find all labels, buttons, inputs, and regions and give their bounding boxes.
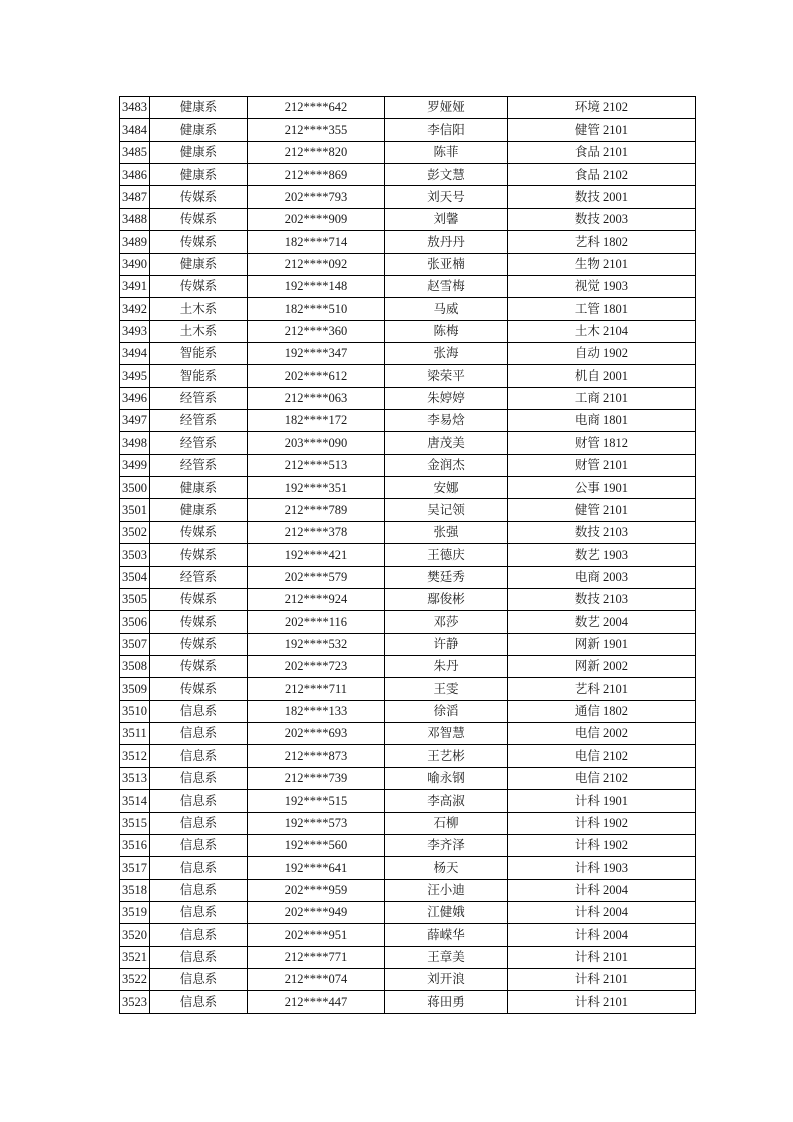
department-cell: 信息系 bbox=[150, 991, 248, 1013]
table-row bbox=[120, 879, 696, 901]
student-id-cell: 202****951 bbox=[248, 924, 385, 946]
name-cell: 樊廷秀 bbox=[385, 566, 508, 588]
class-cell: 数技 2003 bbox=[508, 208, 696, 230]
student-id-cell: 192****641 bbox=[248, 857, 385, 879]
table-row bbox=[120, 141, 696, 163]
table-row bbox=[120, 790, 696, 812]
class-cell: 数艺 2004 bbox=[508, 611, 696, 633]
table-row bbox=[120, 901, 696, 923]
row-number-cell: 3492 bbox=[120, 298, 150, 320]
department-cell: 土木系 bbox=[150, 298, 248, 320]
student-id-cell: 202****116 bbox=[248, 611, 385, 633]
department-cell: 传媒系 bbox=[150, 521, 248, 543]
table-row bbox=[120, 164, 696, 186]
student-id-cell: 202****909 bbox=[248, 208, 385, 230]
student-id-cell: 212****355 bbox=[248, 119, 385, 141]
name-cell: 张强 bbox=[385, 521, 508, 543]
name-cell: 薛嵘华 bbox=[385, 924, 508, 946]
name-cell: 李信阳 bbox=[385, 119, 508, 141]
row-number-cell: 3497 bbox=[120, 410, 150, 432]
row-number-cell: 3520 bbox=[120, 924, 150, 946]
name-cell: 张亚楠 bbox=[385, 253, 508, 275]
department-cell: 信息系 bbox=[150, 857, 248, 879]
student-id-cell: 212****074 bbox=[248, 969, 385, 991]
table-row bbox=[120, 767, 696, 789]
name-cell: 许静 bbox=[385, 633, 508, 655]
records-table-body bbox=[120, 97, 696, 1014]
row-number-cell: 3501 bbox=[120, 499, 150, 521]
table-row bbox=[120, 410, 696, 432]
row-number-cell: 3518 bbox=[120, 879, 150, 901]
student-id-cell: 192****573 bbox=[248, 812, 385, 834]
student-id-cell: 202****612 bbox=[248, 365, 385, 387]
name-cell: 徐滔 bbox=[385, 700, 508, 722]
table-row bbox=[120, 924, 696, 946]
name-cell: 张海 bbox=[385, 342, 508, 364]
class-cell: 通信 1802 bbox=[508, 700, 696, 722]
student-id-cell: 192****515 bbox=[248, 790, 385, 812]
student-id-cell: 212****063 bbox=[248, 387, 385, 409]
class-cell: 食品 2101 bbox=[508, 141, 696, 163]
student-records-table bbox=[119, 96, 696, 1014]
class-cell: 数艺 1903 bbox=[508, 544, 696, 566]
class-cell: 计科 2004 bbox=[508, 879, 696, 901]
table-row bbox=[120, 521, 696, 543]
table-row bbox=[120, 298, 696, 320]
department-cell: 经管系 bbox=[150, 566, 248, 588]
class-cell: 工管 1801 bbox=[508, 298, 696, 320]
table-row bbox=[120, 253, 696, 275]
department-cell: 传媒系 bbox=[150, 544, 248, 566]
name-cell: 喻永钢 bbox=[385, 767, 508, 789]
row-number-cell: 3511 bbox=[120, 723, 150, 745]
table-row bbox=[120, 477, 696, 499]
class-cell: 计科 2101 bbox=[508, 969, 696, 991]
table-row bbox=[120, 432, 696, 454]
class-cell: 食品 2102 bbox=[508, 164, 696, 186]
class-cell: 数技 2001 bbox=[508, 186, 696, 208]
department-cell: 传媒系 bbox=[150, 633, 248, 655]
class-cell: 电信 2102 bbox=[508, 767, 696, 789]
department-cell: 传媒系 bbox=[150, 208, 248, 230]
table-row bbox=[120, 633, 696, 655]
class-cell: 艺科 1802 bbox=[508, 231, 696, 253]
row-number-cell: 3509 bbox=[120, 678, 150, 700]
department-cell: 信息系 bbox=[150, 812, 248, 834]
row-number-cell: 3493 bbox=[120, 320, 150, 342]
student-id-cell: 202****959 bbox=[248, 879, 385, 901]
department-cell: 传媒系 bbox=[150, 588, 248, 610]
row-number-cell: 3510 bbox=[120, 700, 150, 722]
table-row bbox=[120, 365, 696, 387]
row-number-cell: 3485 bbox=[120, 141, 150, 163]
class-cell: 艺科 2101 bbox=[508, 678, 696, 700]
name-cell: 王德庆 bbox=[385, 544, 508, 566]
name-cell: 刘馨 bbox=[385, 208, 508, 230]
row-number-cell: 3491 bbox=[120, 275, 150, 297]
student-id-cell: 182****510 bbox=[248, 298, 385, 320]
row-number-cell: 3515 bbox=[120, 812, 150, 834]
class-cell: 计科 2004 bbox=[508, 901, 696, 923]
class-cell: 电信 2002 bbox=[508, 723, 696, 745]
class-cell: 计科 1903 bbox=[508, 857, 696, 879]
class-cell: 机自 2001 bbox=[508, 365, 696, 387]
student-id-cell: 212****513 bbox=[248, 454, 385, 476]
class-cell: 健管 2101 bbox=[508, 499, 696, 521]
student-id-cell: 182****172 bbox=[248, 410, 385, 432]
student-id-cell: 192****532 bbox=[248, 633, 385, 655]
student-id-cell: 192****347 bbox=[248, 342, 385, 364]
student-id-cell: 192****351 bbox=[248, 477, 385, 499]
student-id-cell: 202****723 bbox=[248, 655, 385, 677]
student-id-cell: 192****148 bbox=[248, 275, 385, 297]
row-number-cell: 3494 bbox=[120, 342, 150, 364]
class-cell: 计科 1902 bbox=[508, 834, 696, 856]
department-cell: 智能系 bbox=[150, 365, 248, 387]
table-row bbox=[120, 812, 696, 834]
table-row bbox=[120, 857, 696, 879]
name-cell: 唐茂美 bbox=[385, 432, 508, 454]
row-number-cell: 3484 bbox=[120, 119, 150, 141]
row-number-cell: 3502 bbox=[120, 521, 150, 543]
department-cell: 经管系 bbox=[150, 454, 248, 476]
class-cell: 电商 1801 bbox=[508, 410, 696, 432]
table-row bbox=[120, 946, 696, 968]
name-cell: 金润杰 bbox=[385, 454, 508, 476]
class-cell: 数技 2103 bbox=[508, 521, 696, 543]
row-number-cell: 3490 bbox=[120, 253, 150, 275]
name-cell: 安娜 bbox=[385, 477, 508, 499]
name-cell: 朱婷婷 bbox=[385, 387, 508, 409]
student-id-cell: 182****133 bbox=[248, 700, 385, 722]
department-cell: 信息系 bbox=[150, 946, 248, 968]
department-cell: 传媒系 bbox=[150, 186, 248, 208]
department-cell: 信息系 bbox=[150, 767, 248, 789]
student-id-cell: 192****560 bbox=[248, 834, 385, 856]
table-row bbox=[120, 97, 696, 119]
table-row bbox=[120, 387, 696, 409]
row-number-cell: 3503 bbox=[120, 544, 150, 566]
student-id-cell: 212****447 bbox=[248, 991, 385, 1013]
table-row bbox=[120, 275, 696, 297]
department-cell: 健康系 bbox=[150, 141, 248, 163]
department-cell: 传媒系 bbox=[150, 611, 248, 633]
class-cell: 网新 1901 bbox=[508, 633, 696, 655]
row-number-cell: 3483 bbox=[120, 97, 150, 119]
student-id-cell: 212****378 bbox=[248, 521, 385, 543]
row-number-cell: 3506 bbox=[120, 611, 150, 633]
table-row bbox=[120, 991, 696, 1013]
name-cell: 邓莎 bbox=[385, 611, 508, 633]
name-cell: 马威 bbox=[385, 298, 508, 320]
table-row bbox=[120, 499, 696, 521]
row-number-cell: 3495 bbox=[120, 365, 150, 387]
student-id-cell: 212****642 bbox=[248, 97, 385, 119]
department-cell: 信息系 bbox=[150, 834, 248, 856]
table-row bbox=[120, 723, 696, 745]
class-cell: 计科 2101 bbox=[508, 991, 696, 1013]
student-id-cell: 202****793 bbox=[248, 186, 385, 208]
student-id-cell: 192****421 bbox=[248, 544, 385, 566]
department-cell: 土木系 bbox=[150, 320, 248, 342]
class-cell: 计科 2004 bbox=[508, 924, 696, 946]
department-cell: 信息系 bbox=[150, 924, 248, 946]
class-cell: 数技 2103 bbox=[508, 588, 696, 610]
row-number-cell: 3517 bbox=[120, 857, 150, 879]
name-cell: 蒋田勇 bbox=[385, 991, 508, 1013]
table-row bbox=[120, 678, 696, 700]
student-id-cell: 212****771 bbox=[248, 946, 385, 968]
class-cell: 视觉 1903 bbox=[508, 275, 696, 297]
student-id-cell: 212****869 bbox=[248, 164, 385, 186]
name-cell: 刘天号 bbox=[385, 186, 508, 208]
table-row bbox=[120, 611, 696, 633]
name-cell: 赵雪梅 bbox=[385, 275, 508, 297]
row-number-cell: 3487 bbox=[120, 186, 150, 208]
class-cell: 健管 2101 bbox=[508, 119, 696, 141]
table-row bbox=[120, 655, 696, 677]
student-id-cell: 202****693 bbox=[248, 723, 385, 745]
name-cell: 梁荣平 bbox=[385, 365, 508, 387]
student-id-cell: 212****739 bbox=[248, 767, 385, 789]
department-cell: 信息系 bbox=[150, 901, 248, 923]
student-id-cell: 202****949 bbox=[248, 901, 385, 923]
name-cell: 王艺彬 bbox=[385, 745, 508, 767]
name-cell: 敖丹丹 bbox=[385, 231, 508, 253]
row-number-cell: 3508 bbox=[120, 655, 150, 677]
row-number-cell: 3507 bbox=[120, 633, 150, 655]
row-number-cell: 3504 bbox=[120, 566, 150, 588]
row-number-cell: 3519 bbox=[120, 901, 150, 923]
table-row bbox=[120, 320, 696, 342]
department-cell: 信息系 bbox=[150, 700, 248, 722]
name-cell: 陈梅 bbox=[385, 320, 508, 342]
row-number-cell: 3496 bbox=[120, 387, 150, 409]
table-row bbox=[120, 119, 696, 141]
student-id-cell: 212****360 bbox=[248, 320, 385, 342]
row-number-cell: 3488 bbox=[120, 208, 150, 230]
table-row bbox=[120, 454, 696, 476]
class-cell: 网新 2002 bbox=[508, 655, 696, 677]
name-cell: 李易焓 bbox=[385, 410, 508, 432]
student-id-cell: 212****789 bbox=[248, 499, 385, 521]
row-number-cell: 3516 bbox=[120, 834, 150, 856]
class-cell: 生物 2101 bbox=[508, 253, 696, 275]
row-number-cell: 3522 bbox=[120, 969, 150, 991]
department-cell: 信息系 bbox=[150, 790, 248, 812]
department-cell: 经管系 bbox=[150, 432, 248, 454]
name-cell: 邓智慧 bbox=[385, 723, 508, 745]
student-id-cell: 203****090 bbox=[248, 432, 385, 454]
department-cell: 传媒系 bbox=[150, 231, 248, 253]
department-cell: 健康系 bbox=[150, 499, 248, 521]
student-id-cell: 212****092 bbox=[248, 253, 385, 275]
class-cell: 公事 1901 bbox=[508, 477, 696, 499]
table-row bbox=[120, 834, 696, 856]
student-id-cell: 212****873 bbox=[248, 745, 385, 767]
department-cell: 信息系 bbox=[150, 745, 248, 767]
table-row bbox=[120, 588, 696, 610]
row-number-cell: 3521 bbox=[120, 946, 150, 968]
name-cell: 吴记领 bbox=[385, 499, 508, 521]
department-cell: 智能系 bbox=[150, 342, 248, 364]
department-cell: 健康系 bbox=[150, 253, 248, 275]
department-cell: 传媒系 bbox=[150, 275, 248, 297]
department-cell: 健康系 bbox=[150, 97, 248, 119]
class-cell: 财管 2101 bbox=[508, 454, 696, 476]
table-row bbox=[120, 969, 696, 991]
name-cell: 李齐泽 bbox=[385, 834, 508, 856]
name-cell: 王章美 bbox=[385, 946, 508, 968]
table-row bbox=[120, 186, 696, 208]
department-cell: 传媒系 bbox=[150, 678, 248, 700]
department-cell: 经管系 bbox=[150, 410, 248, 432]
class-cell: 电信 2102 bbox=[508, 745, 696, 767]
student-id-cell: 212****711 bbox=[248, 678, 385, 700]
table-row bbox=[120, 231, 696, 253]
student-id-cell: 202****579 bbox=[248, 566, 385, 588]
name-cell: 朱丹 bbox=[385, 655, 508, 677]
name-cell: 石柳 bbox=[385, 812, 508, 834]
table-row bbox=[120, 544, 696, 566]
row-number-cell: 3489 bbox=[120, 231, 150, 253]
department-cell: 健康系 bbox=[150, 477, 248, 499]
student-id-cell: 212****924 bbox=[248, 588, 385, 610]
class-cell: 财管 1812 bbox=[508, 432, 696, 454]
row-number-cell: 3523 bbox=[120, 991, 150, 1013]
class-cell: 工商 2101 bbox=[508, 387, 696, 409]
student-id-cell: 182****714 bbox=[248, 231, 385, 253]
row-number-cell: 3512 bbox=[120, 745, 150, 767]
department-cell: 传媒系 bbox=[150, 655, 248, 677]
table-row bbox=[120, 566, 696, 588]
class-cell: 计科 2101 bbox=[508, 946, 696, 968]
department-cell: 经管系 bbox=[150, 387, 248, 409]
class-cell: 电商 2003 bbox=[508, 566, 696, 588]
name-cell: 江健娥 bbox=[385, 901, 508, 923]
name-cell: 彭文慧 bbox=[385, 164, 508, 186]
class-cell: 环境 2102 bbox=[508, 97, 696, 119]
name-cell: 刘开浪 bbox=[385, 969, 508, 991]
row-number-cell: 3505 bbox=[120, 588, 150, 610]
row-number-cell: 3500 bbox=[120, 477, 150, 499]
class-cell: 土木 2104 bbox=[508, 320, 696, 342]
row-number-cell: 3499 bbox=[120, 454, 150, 476]
row-number-cell: 3486 bbox=[120, 164, 150, 186]
name-cell: 罗娅娅 bbox=[385, 97, 508, 119]
table-row bbox=[120, 342, 696, 364]
table-row bbox=[120, 700, 696, 722]
name-cell: 李高淑 bbox=[385, 790, 508, 812]
student-id-cell: 212****820 bbox=[248, 141, 385, 163]
row-number-cell: 3513 bbox=[120, 767, 150, 789]
name-cell: 陈菲 bbox=[385, 141, 508, 163]
department-cell: 健康系 bbox=[150, 164, 248, 186]
table-row bbox=[120, 208, 696, 230]
class-cell: 计科 1902 bbox=[508, 812, 696, 834]
row-number-cell: 3514 bbox=[120, 790, 150, 812]
name-cell: 汪小迪 bbox=[385, 879, 508, 901]
department-cell: 信息系 bbox=[150, 879, 248, 901]
department-cell: 信息系 bbox=[150, 969, 248, 991]
department-cell: 信息系 bbox=[150, 723, 248, 745]
class-cell: 自动 1902 bbox=[508, 342, 696, 364]
name-cell: 鄢俊彬 bbox=[385, 588, 508, 610]
row-number-cell: 3498 bbox=[120, 432, 150, 454]
table-row bbox=[120, 745, 696, 767]
name-cell: 王雯 bbox=[385, 678, 508, 700]
name-cell: 杨天 bbox=[385, 857, 508, 879]
department-cell: 健康系 bbox=[150, 119, 248, 141]
class-cell: 计科 1901 bbox=[508, 790, 696, 812]
